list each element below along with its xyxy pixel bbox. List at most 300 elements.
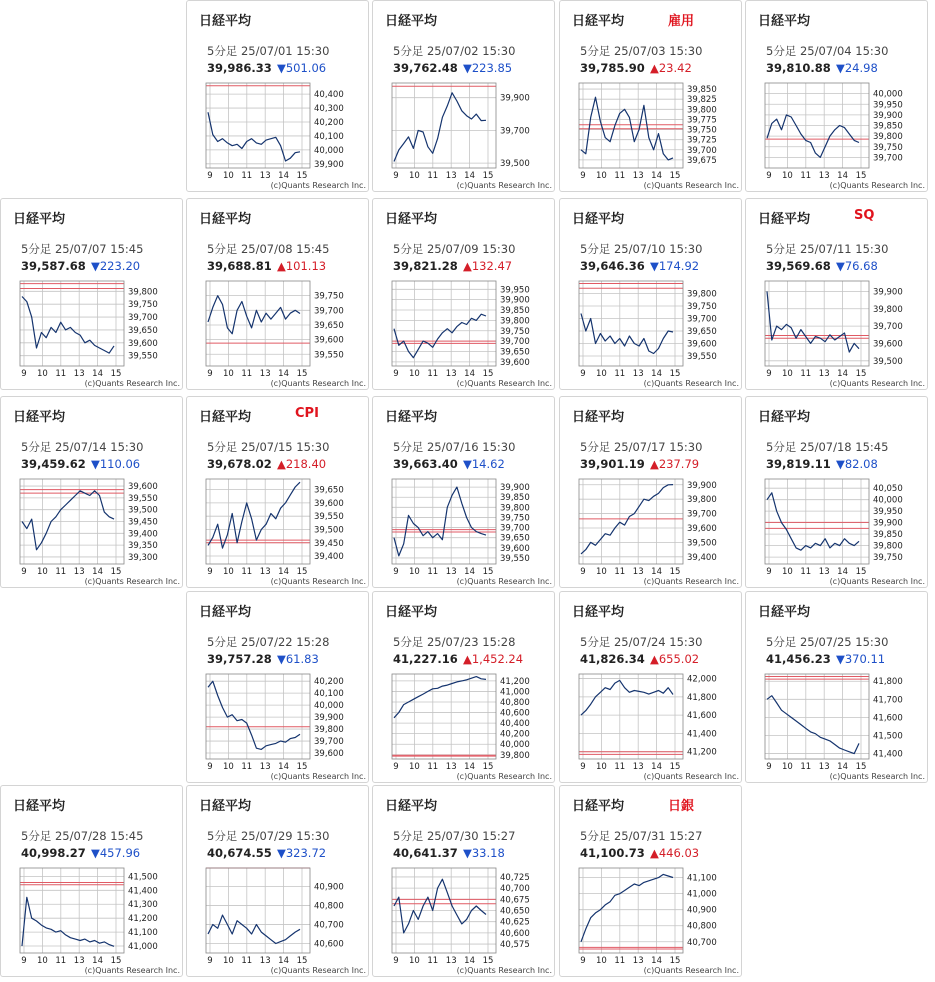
plot-frame [579,479,683,564]
y-tick-label: 39,500 [873,356,903,367]
y-tick-label: 40,600 [500,708,530,719]
y-tick-label: 40,050 [873,484,903,495]
y-tick-label: 39,800 [687,105,717,116]
close-price: 39,688.81 [207,259,272,273]
y-tick-label: 41,800 [687,692,717,703]
x-tick-label: 15 [855,567,867,577]
x-tick-label: 13 [445,956,457,966]
card-title: 日経平均 [385,14,438,29]
card-title: 日経平均 [13,410,66,425]
x-tick-label: 13 [445,369,457,379]
card-title: 日経平均 [758,14,811,29]
card-title: 日経平均 [758,410,811,425]
card-title: 日経平均 [199,212,252,227]
y-tick-label: 39,850 [500,306,530,317]
price-series-line [22,897,114,946]
price-series-line [22,491,114,550]
x-tick-label: 9 [393,956,399,966]
y-tick-label: 39,900 [500,93,530,104]
x-tick-label: 11 [614,956,626,966]
plot-frame [392,83,496,168]
close-price: 39,757.28 [207,652,272,666]
y-tick-label: 42,000 [687,674,717,685]
x-tick-label: 11 [241,171,253,181]
x-tick-label: 15 [669,567,681,577]
y-tick-label: 39,900 [314,713,344,724]
x-tick-label: 15 [482,171,494,181]
x-tick-label: 10 [595,171,607,181]
intraday-chart [187,786,369,977]
chart-card [186,785,369,977]
copyright-label: (c)Quants Research Inc. [643,966,739,975]
x-tick-label: 9 [580,762,586,772]
y-tick-label: 39,600 [500,543,530,554]
x-tick-label: 15 [296,369,308,379]
y-tick-label: 39,600 [687,339,717,350]
x-tick-label: 9 [393,171,399,181]
y-tick-label: 39,850 [500,493,530,504]
x-tick-label: 11 [241,567,253,577]
y-tick-label: 39,600 [314,498,344,509]
intraday-chart [373,592,555,783]
chart-card [745,591,928,783]
close-price: 39,986.33 [207,61,272,75]
x-tick-label: 15 [482,369,494,379]
x-tick-label: 13 [445,567,457,577]
intraday-chart [373,397,555,588]
y-tick-label: 39,800 [873,304,903,315]
price-change: ▼110.06 [91,457,141,471]
y-tick-label: 39,800 [500,316,530,327]
close-price: 41,100.73 [580,846,645,860]
card-title: 日経平均 [572,410,625,425]
x-tick-label: 11 [614,567,626,577]
plot-frame [206,479,310,564]
date-time-label: 5分足 25/07/16 15:30 [393,440,516,454]
y-tick-label: 39,750 [500,326,530,337]
event-label: SQ [854,208,875,223]
price-change: ▼370.11 [836,652,886,666]
y-tick-label: 39,600 [128,338,158,349]
x-tick-label: 9 [766,567,772,577]
x-tick-label: 9 [766,762,772,772]
y-tick-label: 39,675 [687,155,717,166]
x-tick-label: 13 [259,956,271,966]
close-price: 40,641.37 [393,846,458,860]
chart-card [559,591,742,783]
x-tick-label: 11 [614,171,626,181]
intraday-chart [187,1,369,192]
x-tick-label: 11 [241,762,253,772]
y-tick-label: 40,700 [687,937,717,948]
price-change: ▲101.13 [277,259,327,273]
y-tick-label: 39,800 [314,725,344,736]
x-tick-label: 11 [614,762,626,772]
card-title: 日経平均 [385,799,438,814]
y-tick-label: 39,700 [500,126,530,137]
x-tick-label: 14 [92,369,104,379]
card-title: 日経平均 [199,14,252,29]
y-tick-label: 40,200 [314,677,344,688]
y-tick-label: 40,000 [873,495,903,506]
close-price: 39,785.90 [580,61,645,75]
card-title: 日経平均 [199,410,252,425]
y-tick-label: 39,750 [687,302,717,312]
y-tick-label: 39,400 [687,552,717,563]
x-tick-label: 10 [36,956,48,966]
x-tick-label: 14 [837,171,849,181]
x-tick-label: 14 [278,567,290,577]
y-tick-label: 39,775 [687,115,717,126]
y-tick-label: 40,900 [314,882,344,893]
chart-card [559,785,742,977]
price-series-line [208,296,300,334]
y-tick-label: 40,650 [500,906,530,917]
y-tick-label: 41,800 [873,677,903,688]
x-tick-label: 10 [781,369,793,379]
plot-frame [579,674,683,759]
copyright-label: (c)Quants Research Inc. [643,577,739,586]
date-time-label: 5分足 25/07/11 15:30 [766,242,889,256]
plot-frame [206,281,310,366]
y-tick-label: 39,650 [500,533,530,544]
x-tick-label: 15 [110,956,122,966]
copyright-label: (c)Quants Research Inc. [456,181,552,190]
chart-card [372,785,555,977]
close-price: 40,674.55 [207,846,272,860]
copyright-label: (c)Quants Research Inc. [456,577,552,586]
y-tick-label: 39,450 [128,517,158,528]
intraday-chart [560,397,742,588]
x-tick-label: 10 [595,956,607,966]
intraday-chart [373,199,555,390]
y-tick-label: 39,900 [314,159,344,170]
event-label: 日銀 [668,799,695,814]
x-tick-label: 14 [278,369,290,379]
y-tick-label: 41,100 [128,928,158,939]
y-tick-label: 39,750 [873,142,903,153]
x-tick-label: 15 [482,762,494,772]
price-series-line [581,314,673,354]
y-tick-label: 39,450 [314,538,344,549]
copyright-label: (c)Quants Research Inc. [456,379,552,388]
price-change: ▼24.98 [836,61,878,75]
y-tick-label: 41,400 [128,886,158,897]
date-time-label: 5分足 25/07/29 15:30 [207,829,330,843]
x-tick-label: 14 [837,762,849,772]
chart-card [186,0,369,192]
y-tick-label: 41,600 [873,713,903,724]
x-tick-label: 14 [837,369,849,379]
x-tick-label: 11 [800,369,812,379]
x-tick-label: 13 [632,171,644,181]
y-tick-label: 39,700 [873,322,903,333]
date-time-label: 5分足 25/07/03 15:30 [580,44,703,58]
copyright-label: (c)Quants Research Inc. [643,772,739,781]
y-tick-label: 39,600 [873,339,903,350]
y-tick-label: 39,725 [687,135,717,146]
copyright-label: (c)Quants Research Inc. [829,772,925,781]
x-tick-label: 14 [651,369,663,379]
y-tick-label: 41,600 [687,711,717,722]
x-tick-label: 11 [241,956,253,966]
y-tick-label: 41,300 [128,900,158,911]
x-tick-label: 10 [595,567,607,577]
y-tick-label: 40,000 [314,701,344,712]
x-tick-label: 10 [408,762,420,772]
x-tick-label: 11 [800,762,812,772]
chart-card [0,396,183,588]
y-tick-label: 39,800 [873,541,903,552]
close-price: 41,227.16 [393,652,458,666]
x-tick-label: 13 [259,171,271,181]
chart-card [559,0,742,192]
x-tick-label: 10 [222,956,234,966]
intraday-chart [187,199,369,390]
plot-frame [392,281,496,366]
chart-card [745,198,928,390]
copyright-label: (c)Quants Research Inc. [456,966,552,975]
y-tick-label: 39,800 [500,503,530,514]
y-tick-label: 41,500 [128,872,158,883]
y-tick-label: 41,400 [873,749,903,760]
copyright-label: (c)Quants Research Inc. [84,966,180,975]
y-tick-label: 39,500 [128,505,158,516]
chart-card [372,396,555,588]
y-tick-label: 39,850 [873,530,903,541]
price-series-line [208,112,300,161]
copyright-label: (c)Quants Research Inc. [829,181,925,190]
y-tick-label: 40,625 [500,917,530,928]
price-series-line [394,677,486,718]
x-tick-label: 9 [766,171,772,181]
y-tick-label: 39,600 [314,749,344,760]
date-time-label: 5分足 25/07/24 15:30 [580,635,703,649]
y-tick-label: 39,550 [500,553,530,564]
x-tick-label: 10 [408,567,420,577]
card-title: 日経平均 [572,605,625,620]
x-tick-label: 10 [781,567,793,577]
x-tick-label: 9 [393,762,399,772]
x-tick-label: 14 [464,369,476,379]
price-change: ▼457.96 [91,846,141,860]
y-tick-label: 39,900 [873,518,903,529]
date-time-label: 5分足 25/07/04 15:30 [766,44,889,58]
y-tick-label: 39,400 [128,529,158,540]
y-tick-label: 40,700 [500,884,530,895]
x-tick-label: 11 [55,567,67,577]
chart-card [372,198,555,390]
copyright-label: (c)Quants Research Inc. [270,966,366,975]
card-title: 日経平均 [13,212,66,227]
x-tick-label: 13 [259,762,271,772]
y-tick-label: 39,900 [687,480,717,491]
price-change: ▼14.62 [463,457,505,471]
x-tick-label: 13 [632,956,644,966]
chart-card [0,785,183,977]
price-series-line [581,680,673,715]
y-tick-label: 40,200 [314,118,344,129]
price-change: ▼223.85 [463,61,513,75]
chart-card [186,198,369,390]
x-tick-label: 14 [92,956,104,966]
x-tick-label: 14 [92,567,104,577]
y-tick-label: 39,950 [873,100,903,111]
intraday-chart [1,199,183,390]
chart-card [0,198,183,390]
copyright-label: (c)Quants Research Inc. [84,577,180,586]
x-tick-label: 9 [393,369,399,379]
x-tick-label: 10 [222,567,234,577]
close-price: 39,663.40 [393,457,458,471]
y-tick-label: 39,500 [500,159,530,170]
y-tick-label: 39,750 [687,125,717,136]
close-price: 39,819.11 [766,457,831,471]
y-tick-label: 39,950 [873,507,903,518]
y-tick-label: 41,100 [687,873,717,884]
card-title: 日経平均 [758,605,811,620]
y-tick-label: 39,750 [500,513,530,524]
date-time-label: 5分足 25/07/31 15:27 [580,829,703,843]
price-change: ▼323.72 [277,846,327,860]
price-change: ▼223.20 [91,259,141,273]
chart-card [559,396,742,588]
intraday-chart [1,397,183,588]
intraday-chart [746,199,928,390]
copyright-label: (c)Quants Research Inc. [270,772,366,781]
x-tick-label: 14 [464,956,476,966]
close-price: 39,678.02 [207,457,272,471]
y-tick-label: 39,900 [873,287,903,298]
price-change: ▼33.18 [463,846,505,860]
x-tick-label: 13 [445,762,457,772]
price-series-line [581,874,673,941]
card-title: 日経平均 [572,14,625,29]
y-tick-label: 40,000 [873,89,903,100]
y-tick-label: 40,675 [500,895,530,906]
y-tick-label: 39,900 [873,110,903,121]
x-tick-label: 13 [818,171,830,181]
x-tick-label: 15 [110,369,122,379]
x-tick-label: 15 [855,762,867,772]
date-time-label: 5分足 25/07/30 15:27 [393,829,516,843]
price-change: ▲655.02 [650,652,700,666]
intraday-chart [746,592,928,783]
price-change: ▲446.03 [650,846,700,860]
y-tick-label: 41,200 [500,676,530,687]
x-tick-label: 13 [259,369,271,379]
price-change: ▼76.68 [836,259,878,273]
x-tick-label: 10 [408,369,420,379]
y-tick-label: 39,700 [687,509,717,520]
y-tick-label: 39,650 [500,347,530,358]
y-tick-label: 39,550 [314,512,344,523]
plot-frame [206,868,310,953]
y-tick-label: 40,700 [314,920,344,931]
x-tick-label: 15 [669,171,681,181]
x-tick-label: 13 [73,956,85,966]
close-price: 41,456.23 [766,652,831,666]
y-tick-label: 39,800 [500,750,530,761]
date-time-label: 5分足 25/07/01 15:30 [207,44,330,58]
copyright-label: (c)Quants Research Inc. [643,181,739,190]
card-title: 日経平均 [13,799,66,814]
y-tick-label: 39,800 [687,289,717,300]
y-tick-label: 39,550 [128,493,158,504]
price-change: ▼501.06 [277,61,327,75]
x-tick-label: 10 [222,762,234,772]
copyright-label: (c)Quants Research Inc. [643,379,739,388]
price-change: ▼174.92 [650,259,700,273]
x-tick-label: 9 [21,567,27,577]
y-tick-label: 41,200 [128,914,158,925]
intraday-chart [187,592,369,783]
y-tick-label: 39,850 [687,85,717,96]
price-series-line [767,291,859,352]
y-tick-label: 40,200 [500,729,530,740]
plot-frame [579,868,683,953]
y-tick-label: 39,800 [128,287,158,298]
y-tick-label: 39,750 [873,553,903,564]
x-tick-label: 13 [818,369,830,379]
x-tick-label: 15 [482,567,494,577]
x-tick-label: 15 [110,567,122,577]
close-price: 39,587.68 [21,259,86,273]
chart-card [559,198,742,390]
y-tick-label: 39,700 [500,337,530,348]
card-title: 日経平均 [385,605,438,620]
price-series-line [208,681,300,749]
card-title: 日経平均 [385,410,438,425]
y-tick-label: 39,300 [128,552,158,563]
copyright-label: (c)Quants Research Inc. [829,577,925,586]
y-tick-label: 39,500 [687,538,717,549]
x-tick-label: 10 [595,762,607,772]
x-tick-label: 13 [73,567,85,577]
x-tick-label: 10 [36,369,48,379]
y-tick-label: 39,550 [687,352,717,362]
y-tick-label: 39,700 [500,523,530,534]
x-tick-label: 11 [427,956,439,966]
date-time-label: 5分足 25/07/07 15:45 [21,242,144,256]
plot-frame [765,281,869,366]
date-time-label: 5分足 25/07/02 15:30 [393,44,516,58]
y-tick-label: 39,600 [500,357,530,368]
x-tick-label: 9 [393,567,399,577]
y-tick-label: 39,850 [873,121,903,132]
close-price: 39,901.19 [580,457,645,471]
x-tick-label: 14 [651,171,663,181]
card-title: 日経平均 [385,212,438,227]
y-tick-label: 39,700 [128,313,158,324]
x-tick-label: 9 [580,369,586,379]
y-tick-label: 40,900 [687,905,717,916]
y-tick-label: 39,650 [128,325,158,336]
price-change: ▼82.08 [836,457,878,471]
price-change: ▲132.47 [463,259,513,273]
x-tick-label: 11 [55,956,67,966]
y-tick-label: 39,500 [314,525,344,536]
date-time-label: 5分足 25/07/10 15:30 [580,242,703,256]
y-tick-label: 40,100 [314,131,344,142]
y-tick-label: 41,400 [687,729,717,740]
y-tick-label: 39,700 [687,145,717,156]
x-tick-label: 11 [427,171,439,181]
date-time-label: 5分足 25/07/25 15:30 [766,635,889,649]
x-tick-label: 15 [296,171,308,181]
y-tick-label: 40,800 [314,901,344,912]
close-price: 39,459.62 [21,457,86,471]
